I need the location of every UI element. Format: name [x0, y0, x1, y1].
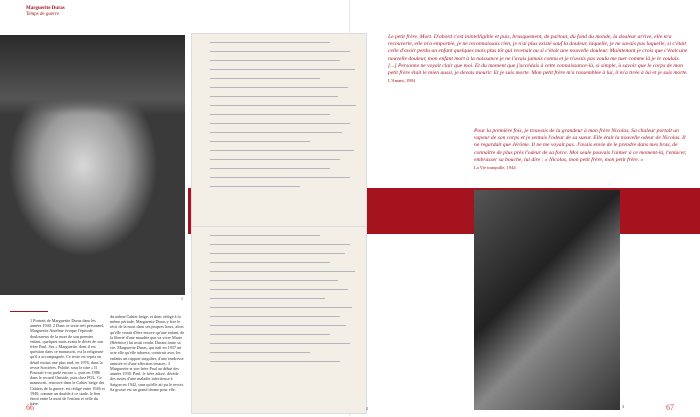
- quote-source: L'Amant, 1984: [388, 78, 416, 84]
- quote-text: Pour la première fois, je trouvais de la grandeur à mon frère Nicolas. Sa chaleur portait un vapeur de son corps et je sentais l'odeur de sa sueur. Elle était la nouvelle odeur de Nicolas. Il ne regardait que Jérôme. Il ne me voyait pas. J'avais envie de le prendre dans mes bras, de connaître de plus près l'odeur de sa force. Moi seule pouvais l'aimer à ce moment-là, l'enlacer, embrasser sa bouche, lui dire : « Nicolas, mon petit frère, mon petit frère. »: [474, 128, 687, 163]
- header-section: Temps de guerre: [26, 12, 59, 17]
- quote-2: [474, 128, 692, 171]
- quote-source: La Vie tranquille, 1944: [474, 165, 516, 171]
- photo-number: 3: [622, 404, 624, 409]
- caption-rule: [10, 311, 48, 312]
- manuscript-page-1: [191, 33, 367, 245]
- running-header: [26, 6, 65, 18]
- siblings-photo: [474, 190, 620, 410]
- portrait-hair-shading: [0, 35, 185, 115]
- caption-column-1: 1 Portrait de Marguerite Duras dans les années 1940. 2 Dans ce texte très personnel, Marguerite Antelme évoque l'épisode douloureux de la mort de son premier enfant, quelques mois avant le décès de son frère Paul. Ses « Marguerite, dont il est question dans ce manuscrit, est la religieuse qu'il a accompagnée. Ce texte est repris en détail moins une plus tard, en 1976, dans la revue Sorcières. Publié, sous le titre « Il Pourrait-t-on parlé encore », puis en 1986 dans le recueil Outside, puis chez POL. Ce manuscrit, retrouvé dans le Cahier beige des Cahiers de la guerre, est rédigé entre 1946 et 1949, comme un double à ce stade, le lien étroit entre la mort de l'enfant et celle du frère.: [30, 318, 105, 407]
- quote-1: [388, 34, 688, 84]
- page-number-left: 66: [26, 403, 34, 412]
- photo-number: 2: [366, 406, 368, 411]
- quote-text: Le petit frère. Mort. D'abord c'est inintelligible et puis, brusquement, de partout, du fond du monde, la douleur arrive, elle m'a recouverte, elle m'a emportée, je ne reconnaissais rien, je n'ai plus existé sauf la douleur, laquelle, je ne savais pas laquelle, si c'était celle d'avoir perdu un enfant quelques mois plus tôt qui revenait ou si c'était une nouvelle douleur. Maintenant je crois que c'était une nouvelle douleur, mon enfant mort à la naissance je ne l'avais jamais connu et je n'avais pas voulu me tuer comme là je le voulais. [...] Personne ne voyait clair que moi. Et du moment que j'accédais à cette connaissance-là, si simple, à savoir que le corps de mon petit frère était le mien aussi, je devais mourir. Et je suis morte. Mon petit frère m'a rassemblée à lui, il m'a tirée à lui et je suis morte.: [388, 34, 688, 77]
- caption-column-2: du même Cahier beige, et donc rédigé à la même période. Marguerite Duras y fixe le récit de la mort dans ses propres lieux, alors qu'elle venait d'être encore qu'une enfant, de la liberté d'une maudite que va vivre Marie (Bérénice) lui avait rendu. Durant toute sa vie, Marguerite Duras, qui naît en 1937 un acte elle qu'elle adorera, construit avec les enfants un rapport singulier, d'une tendresse amusée et d'une affection tenaces. 3 Marguerite et son frère Paul au début des années 1930. Paul, le frère adoré, décède des suites d'une maladie infectieuse à Saigon en 1942, sans qu'elle ait pu le revoir. Sa grosse est un grand drame pour elle.: [110, 314, 185, 392]
- manuscript-page-2: [191, 226, 367, 414]
- header-author: Marguerite Duras: [26, 6, 65, 11]
- photo-number: 1: [181, 296, 183, 301]
- page-number-right: 67: [666, 403, 674, 412]
